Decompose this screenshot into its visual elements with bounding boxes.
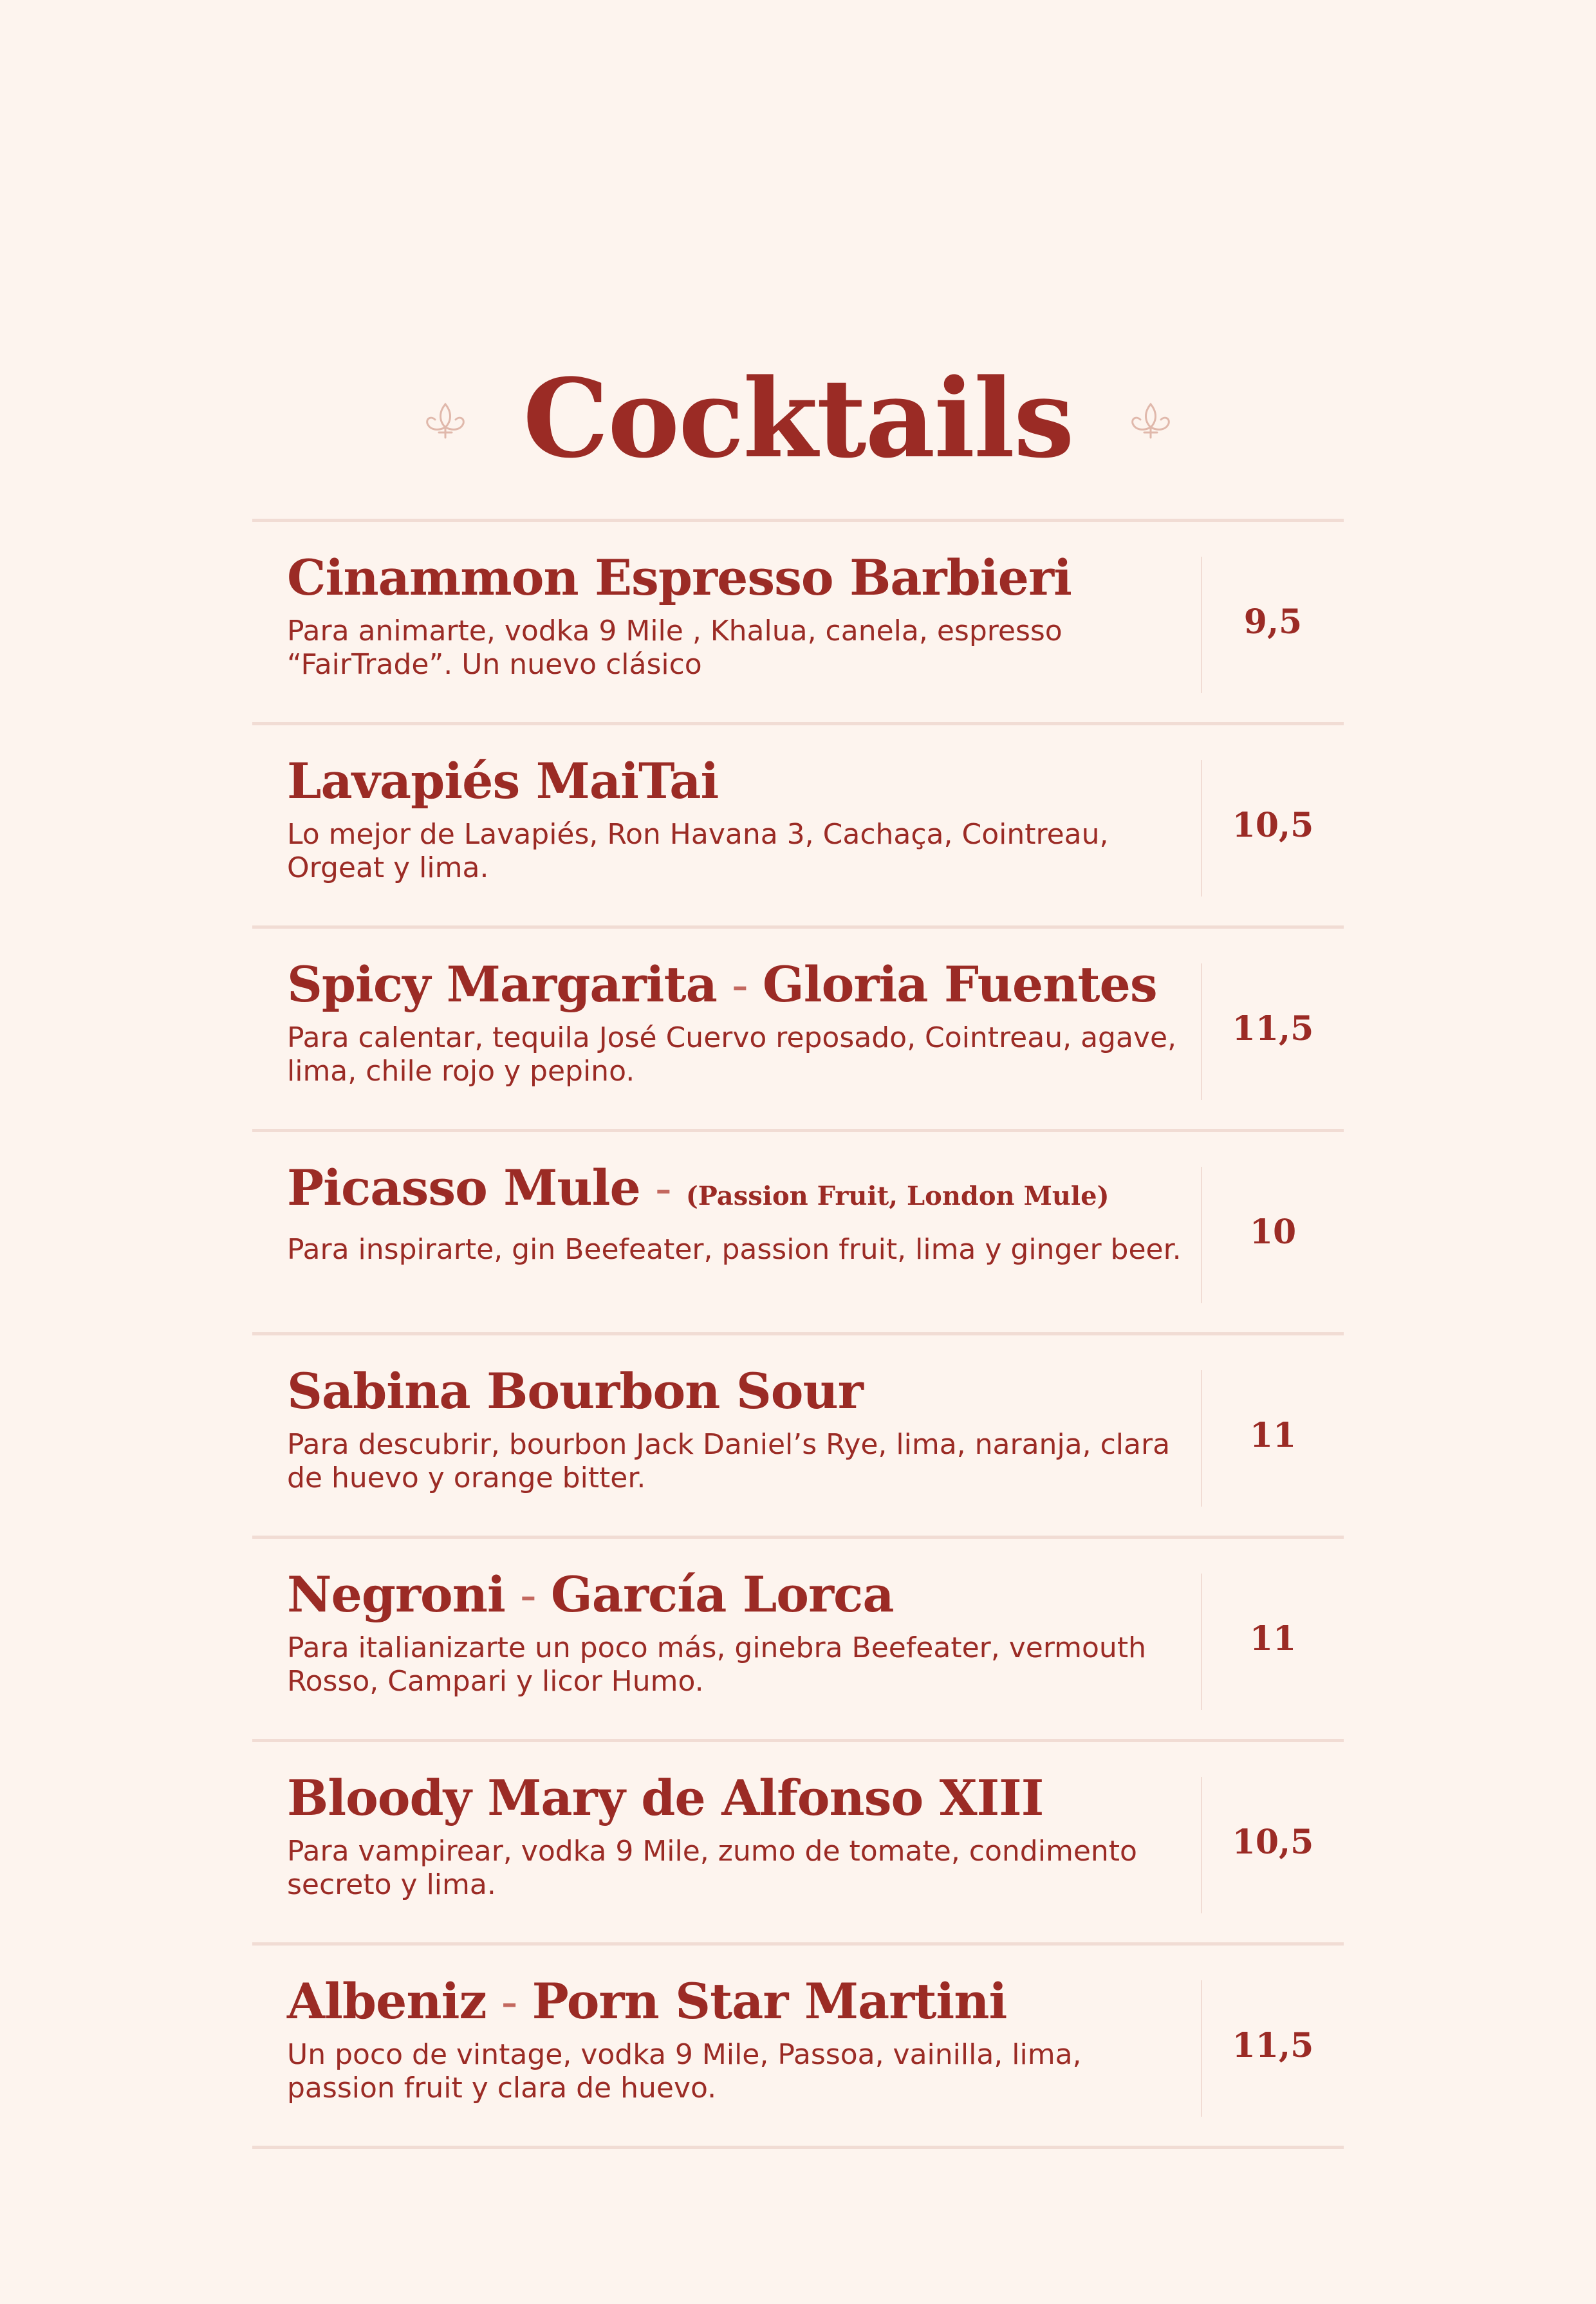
item-price: 10,5: [1232, 806, 1314, 845]
menu-item: [252, 1742, 1344, 1942]
menu-item: [252, 1539, 1344, 1739]
item-name: Spicy Margarita - Gloria Fuentes: [287, 956, 1157, 1013]
menu-item: [252, 1132, 1344, 1332]
item-price: 10,5: [1232, 1823, 1314, 1862]
item-name: Picasso Mule - (Passion Fruit, London Mule): [287, 1159, 1109, 1216]
name-separator: -: [505, 1566, 551, 1623]
item-price: 11: [1249, 1416, 1297, 1455]
item-description: Un poco de vintage, vodka 9 Mile, Passoa, vainilla, lima, passion fruit y clara de huevo.: [287, 2038, 1082, 2104]
menu-item: [252, 725, 1344, 925]
item-description: Para vampirear, vodka 9 Mile, zumo de tomate, condimento secreto y lima.: [287, 1835, 1137, 1901]
fleur-de-lis-icon: [420, 393, 471, 444]
item-name: Negroni - García Lorca: [287, 1566, 894, 1623]
item-name-suffix: García Lorca: [550, 1566, 894, 1623]
item-name: Bloody Mary de Alfonso XIII: [287, 1769, 1044, 1826]
item-name: Albeniz - Porn Star Martini: [287, 1973, 1007, 2030]
item-description: Para descubrir, bourbon Jack Daniel’s Rye, lima, naranja, clara de huevo y orange bitter.: [287, 1428, 1171, 1494]
menu-item: [252, 522, 1344, 722]
item-name: Sabina Bourbon Sour: [287, 1362, 863, 1420]
item-description: Para animarte, vodka 9 Mile , Khalua, canela, espresso “FairTrade”. Un nuevo clásico: [287, 615, 1062, 681]
item-name-suffix: Porn Star Martini: [532, 1973, 1007, 2030]
page-title: Cocktails: [523, 355, 1073, 482]
item-name-note: (Passion Fruit, London Mule): [685, 1181, 1109, 1211]
item-description: Para italianizarte un poco más, ginebra Beefeater, vermouth Rosso, Campari y licor Humo.: [287, 1631, 1146, 1698]
menu-item: [252, 1946, 1344, 2146]
cocktail-list: [252, 519, 1344, 2149]
item-price: 9,5: [1243, 602, 1303, 642]
item-name: Cinammon Espresso Barbieri: [287, 549, 1072, 606]
item-description: Lo mejor de Lavapiés, Ron Havana 3, Cachaça, Cointreau, Orgeat y lima.: [287, 818, 1109, 884]
menu-header: [0, 355, 1596, 482]
name-separator: -: [640, 1159, 686, 1216]
name-separator: -: [486, 1973, 532, 2030]
item-price: 10: [1249, 1212, 1297, 1252]
fleur-de-lis-icon: [1125, 393, 1176, 444]
item-price: 11,5: [1232, 1009, 1314, 1048]
name-separator: -: [716, 956, 763, 1013]
item-description: Para inspirarte, gin Beefeater, passion fruit, lima y ginger beer.: [287, 1233, 1182, 1266]
menu-item: [252, 1335, 1344, 1536]
item-name: Lavapiés MaiTai: [287, 752, 719, 810]
item-price: 11: [1249, 1619, 1297, 1658]
menu-item: [252, 929, 1344, 1129]
divider: [252, 2146, 1344, 2149]
item-price: 11,5: [1232, 2026, 1314, 2065]
item-description: Para calentar, tequila José Cuervo reposado, Cointreau, agave, lima, chile rojo y pepino.: [287, 1021, 1177, 1088]
item-name-suffix: Gloria Fuentes: [762, 956, 1157, 1013]
